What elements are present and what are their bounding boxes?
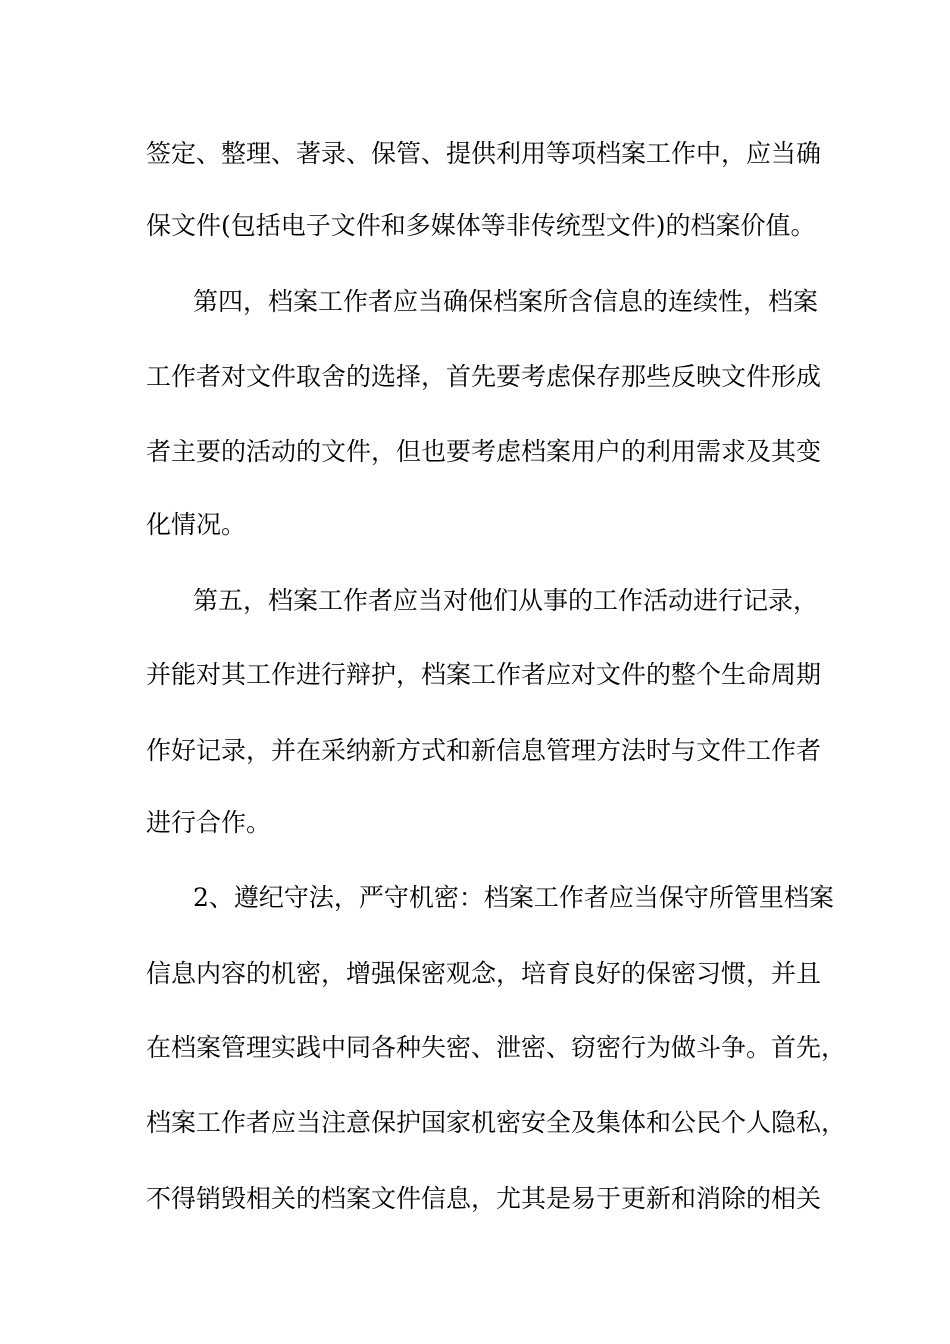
paragraph-4-line-2: 工作者对文件取舍的选择，首先要考虑保存那些反映文件形成 (146, 362, 822, 391)
paragraph-6-line-4: 档案工作者应当注意保护国家机密安全及集体和公民个人隐私， (146, 1108, 847, 1137)
paragraph-6-line-5: 不得销毁相关的档案文件信息，尤其是易于更新和消除的相关 (146, 1184, 822, 1213)
paragraph-6-line-2: 信息内容的机密，增强保密观念，培育良好的保密习惯，并且 (146, 959, 822, 988)
paragraph-5-line-2: 并能对其工作进行辩护，档案工作者应对文件的整个生命周期 (146, 660, 822, 689)
text-line-2: 保文件(包括电子文件和多媒体等非传统型文件)的档案价值。 (146, 211, 816, 240)
paragraph-5-line-1: 第五，档案工作者应当对他们从事的工作活动进行记录， (193, 586, 819, 615)
text-line-1: 签定、整理、著录、保管、提供利用等项档案工作中，应当确 (146, 139, 822, 168)
paragraph-6-line-1: 2、遵纪守法，严守机密：档案工作者应当保守所管里档案 (193, 883, 834, 912)
paragraph-6-line-3: 在档案管理实践中同各种失密、泄密、窃密行为做斗争。首先， (146, 1033, 847, 1062)
paragraph-4-line-4: 化情况。 (146, 510, 247, 539)
paragraph-4-line-1: 第四，档案工作者应当确保档案所含信息的连续性，档案 (193, 287, 819, 316)
paragraph-5-line-3: 作好记录，并在采纳新方式和新信息管理方法时与文件工作者 (146, 736, 822, 765)
paragraph-4-line-3: 者主要的活动的文件，但也要考虑档案用户的利用需求及其变 (146, 437, 822, 466)
paragraph-5-line-4: 进行合作。 (146, 808, 272, 837)
